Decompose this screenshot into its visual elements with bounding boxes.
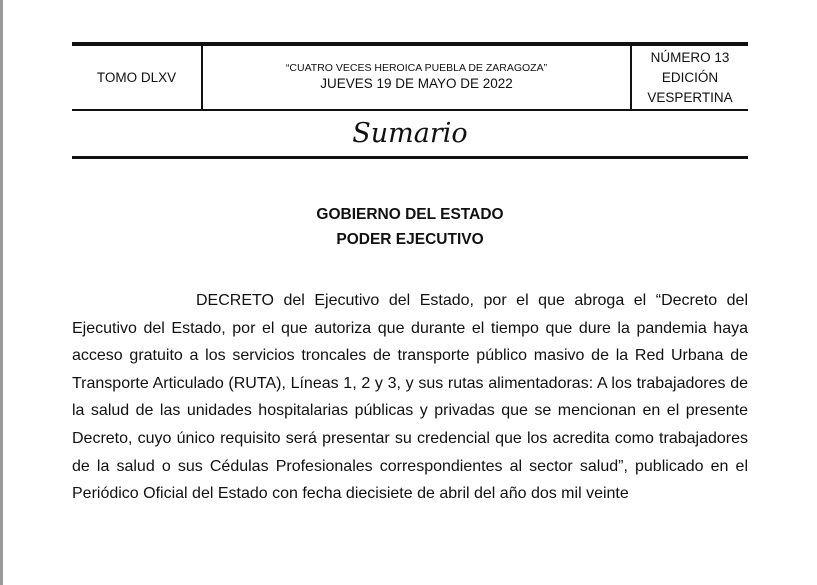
gazette-header [72, 42, 748, 111]
edition-label: EDICIÓN [661, 69, 719, 85]
page-left-edge [0, 0, 3, 585]
branch-heading: PODER EJECUTIVO [336, 231, 484, 248]
issue-number: NÚMERO 13 [650, 49, 730, 65]
sumario-divider [72, 156, 748, 159]
section-heading [72, 202, 748, 252]
edition-cell [632, 46, 748, 109]
decree-summary: DECRETO del Ejecutivo del Estado, por el que abroga el “Decreto del Ejecutivo del Estado, por el que autoriza que durante el tiempo que dure la pandemia haya acceso gratuito a los servicios troncales de transporte público masivo de la Red Urbana de Transporte Articulado (RUTA), Líneas 1, 2 y 3, y sus rutas alimentadoras: A los trabajadores de la salud de las unidades hospitalarias públicas y privadas que se mencionan en el presente Decreto, cuyo único requisito será presentar su credencial que los acredita como trabajadores de la salud o sus Cédulas Profesionales correspondientes al sector salud”, publicado en el Periódico Oficial del Estado con fecha diecisiete de abril del año dos mil veinte [72, 292, 748, 503]
sumario-title: Sumario [352, 118, 468, 149]
tomo-cell [72, 46, 203, 109]
city-motto: “CUATRO VECES HEROICA PUEBLA DE ZARAGOZA” [285, 62, 548, 74]
edition-type: VESPERTINA [647, 89, 733, 105]
publication-date: JUEVES 19 DE MAYO DE 2022 [320, 76, 513, 91]
motto-date-cell [203, 46, 632, 109]
tomo-label: TOMO DLXV [96, 70, 177, 85]
government-heading: GOBIERNO DEL ESTADO [316, 206, 504, 223]
